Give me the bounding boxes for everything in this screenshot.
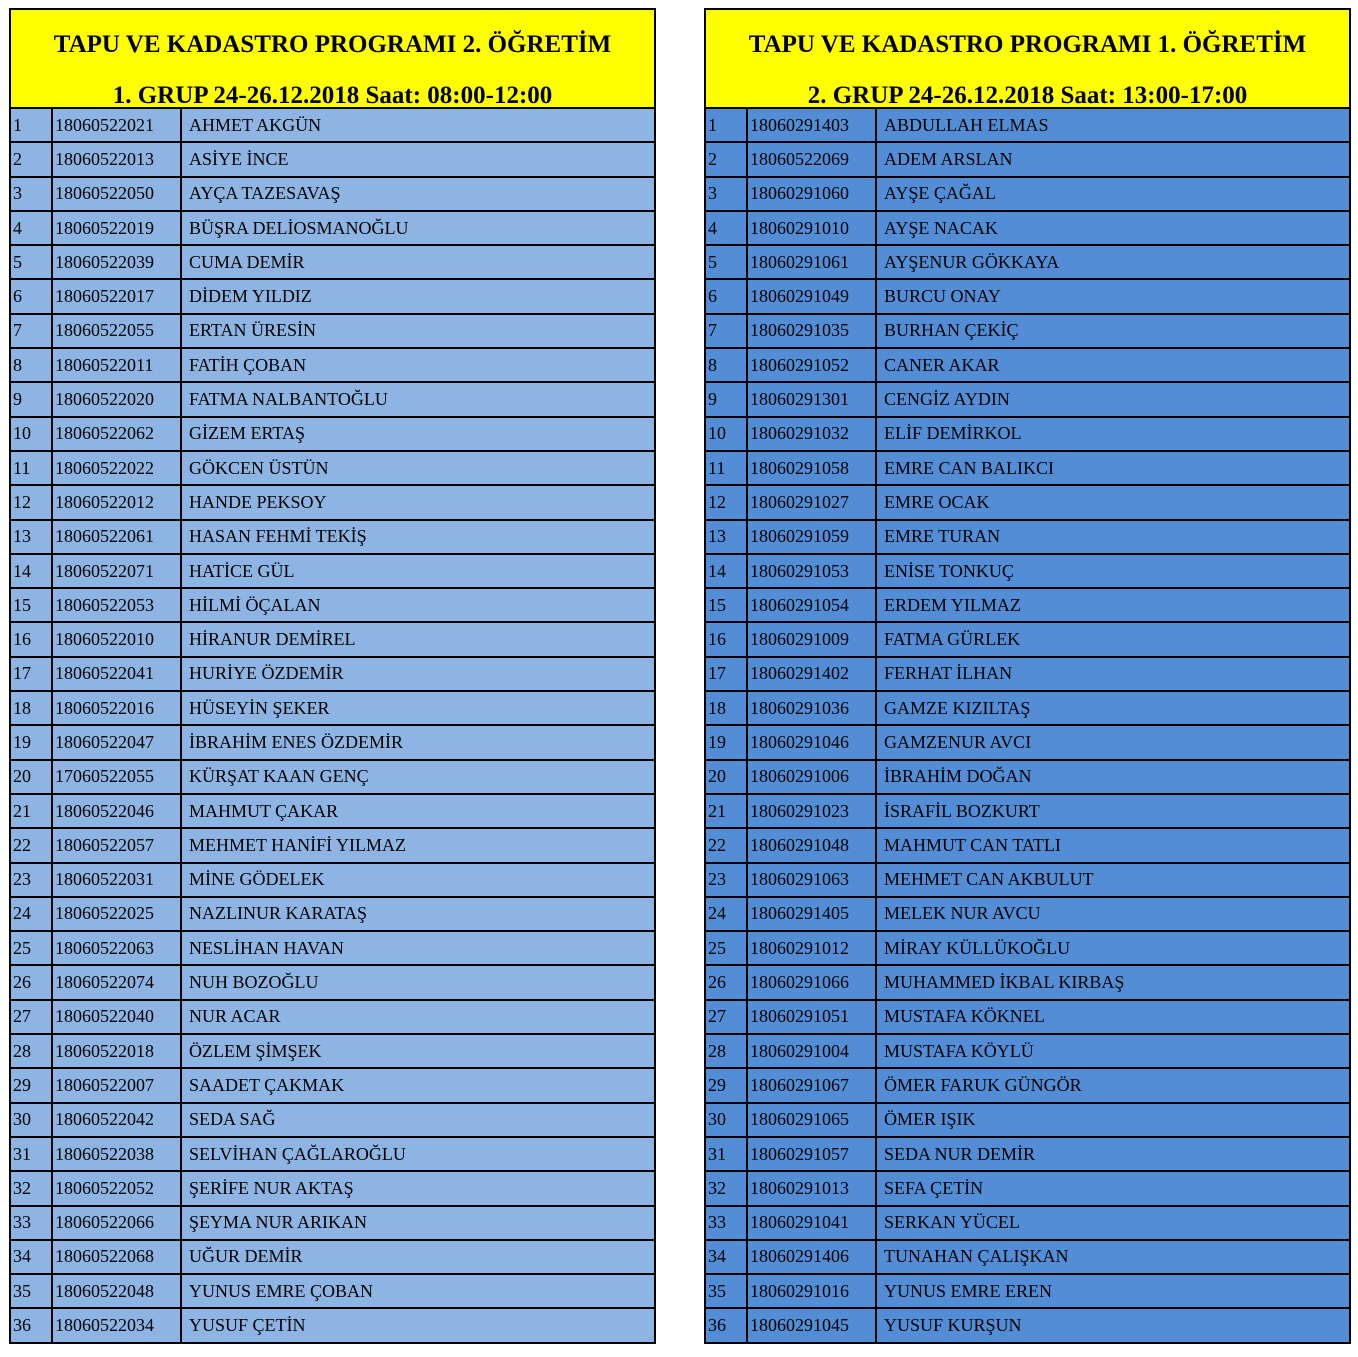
- table-row: [706, 485, 1349, 519]
- student-id: 18060522069: [747, 142, 876, 176]
- table-row: [11, 1308, 654, 1342]
- table-row: [11, 622, 654, 656]
- student-id: 18060291009: [747, 622, 876, 656]
- student-name: ELİF DEMİRKOL: [876, 417, 1349, 451]
- student-id: 18060522074: [52, 965, 181, 999]
- row-number: 13: [706, 520, 747, 554]
- row-number: 15: [706, 588, 747, 622]
- student-name: SEFA ÇETİN: [876, 1171, 1349, 1205]
- student-name: ABDULLAH ELMAS: [876, 109, 1349, 142]
- student-id: 18060522019: [52, 211, 181, 245]
- student-id: 18060291032: [747, 417, 876, 451]
- student-id: 18060291066: [747, 965, 876, 999]
- table-row: [11, 725, 654, 759]
- student-name: EMRE TURAN: [876, 520, 1349, 554]
- row-number: 32: [11, 1171, 52, 1205]
- table-row: [11, 1274, 654, 1308]
- student-name: ŞERİFE NUR AKTAŞ: [181, 1171, 654, 1205]
- table-row: [11, 520, 654, 554]
- student-id: 18060291046: [747, 725, 876, 759]
- student-name: NAZLINUR KARATAŞ: [181, 897, 654, 931]
- table-row: [706, 965, 1349, 999]
- student-id: 18060291053: [747, 554, 876, 588]
- table-row: [11, 1206, 654, 1240]
- row-number: 5: [706, 245, 747, 279]
- table-row: [11, 760, 654, 794]
- student-name: MİRAY KÜLLÜKOĞLU: [876, 931, 1349, 965]
- student-id: 18060522047: [52, 725, 181, 759]
- table-row: [706, 554, 1349, 588]
- student-id: 18060522053: [52, 588, 181, 622]
- student-id: 18060291004: [747, 1034, 876, 1068]
- row-number: 20: [706, 760, 747, 794]
- table-row: [11, 451, 654, 485]
- student-name: HASAN FEHMİ TEKİŞ: [181, 520, 654, 554]
- student-id: 18060522041: [52, 657, 181, 691]
- student-id: 18060522020: [52, 382, 181, 416]
- table-row: [706, 211, 1349, 245]
- row-number: 22: [706, 828, 747, 862]
- student-id: 18060522039: [52, 245, 181, 279]
- student-id: 18060291049: [747, 279, 876, 313]
- row-number: 36: [11, 1308, 52, 1342]
- student-name: ASİYE İNCE: [181, 142, 654, 176]
- table-row: [706, 622, 1349, 656]
- student-name: AYÇA TAZESAVAŞ: [181, 177, 654, 211]
- table-row: [11, 863, 654, 897]
- student-name: GİZEM ERTAŞ: [181, 417, 654, 451]
- left-title: TAPU VE KADASTRO PROGRAMI 2. ÖĞRETİM: [53, 31, 612, 58]
- student-name: HÜSEYİN ŞEKER: [181, 691, 654, 725]
- row-number: 9: [11, 382, 52, 416]
- table-row: [11, 657, 654, 691]
- table-row: [706, 725, 1349, 759]
- student-id: 18060291023: [747, 794, 876, 828]
- student-name: AHMET AKGÜN: [181, 109, 654, 142]
- row-number: 11: [706, 451, 747, 485]
- row-number: 24: [11, 897, 52, 931]
- student-id: 18060291058: [747, 451, 876, 485]
- row-number: 35: [706, 1274, 747, 1308]
- row-number: 18: [11, 691, 52, 725]
- student-name: FATİH ÇOBAN: [181, 348, 654, 382]
- student-name: BURCU ONAY: [876, 279, 1349, 313]
- row-number: 31: [706, 1137, 747, 1171]
- table-row: [11, 1137, 654, 1171]
- table-row: [706, 1068, 1349, 1102]
- row-number: 32: [706, 1171, 747, 1205]
- student-id: 18060291060: [747, 177, 876, 211]
- table-row: [706, 1171, 1349, 1205]
- student-name: MİNE GÖDELEK: [181, 863, 654, 897]
- student-name: İBRAHİM ENES ÖZDEMİR: [181, 725, 654, 759]
- table-row: [11, 931, 654, 965]
- student-name: HURİYE ÖZDEMİR: [181, 657, 654, 691]
- row-number: 21: [11, 794, 52, 828]
- student-id: 18060522017: [52, 279, 181, 313]
- row-number: 8: [11, 348, 52, 382]
- row-number: 36: [706, 1308, 747, 1342]
- student-id: 18060291036: [747, 691, 876, 725]
- row-number: 4: [706, 211, 747, 245]
- student-id: 18060291405: [747, 897, 876, 931]
- student-name: İBRAHİM DOĞAN: [876, 760, 1349, 794]
- row-number: 1: [11, 109, 52, 142]
- table-row: [706, 314, 1349, 348]
- student-id: 18060291402: [747, 657, 876, 691]
- table-row: [11, 691, 654, 725]
- table-row: [706, 142, 1349, 176]
- table-row: [706, 931, 1349, 965]
- student-id: 18060522063: [52, 931, 181, 965]
- student-name: NESLİHAN HAVAN: [181, 931, 654, 965]
- row-number: 29: [706, 1068, 747, 1102]
- table-row: [11, 554, 654, 588]
- table-row: [706, 863, 1349, 897]
- left-subtitle: 1. GRUP 24-26.12.2018 Saat: 08:00-12:00: [112, 82, 553, 109]
- student-id: 18060291057: [747, 1137, 876, 1171]
- student-name: HANDE PEKSOY: [181, 485, 654, 519]
- student-name: MUSTAFA KÖKNEL: [876, 1000, 1349, 1034]
- student-name: SELVİHAN ÇAĞLAROĞLU: [181, 1137, 654, 1171]
- table-row: [11, 348, 654, 382]
- student-name: CENGİZ AYDIN: [876, 382, 1349, 416]
- student-id: 18060522012: [52, 485, 181, 519]
- row-number: 23: [11, 863, 52, 897]
- student-name: EMRE OCAK: [876, 485, 1349, 519]
- table-row: [706, 1000, 1349, 1034]
- table-row: [11, 1240, 654, 1274]
- row-number: 14: [706, 554, 747, 588]
- student-name: HATİCE GÜL: [181, 554, 654, 588]
- student-id: 18060522025: [52, 897, 181, 931]
- student-name: SEDA SAĞ: [181, 1103, 654, 1137]
- left-group-table: [9, 8, 656, 1344]
- student-id: 18060522022: [52, 451, 181, 485]
- student-id: 18060522048: [52, 1274, 181, 1308]
- student-id: 18060522055: [52, 314, 181, 348]
- row-number: 18: [706, 691, 747, 725]
- table-row: [706, 1240, 1349, 1274]
- table-row: [11, 1103, 654, 1137]
- row-number: 23: [706, 863, 747, 897]
- table-row: [706, 348, 1349, 382]
- table-row: [706, 279, 1349, 313]
- table-row: [706, 177, 1349, 211]
- student-id: 18060291027: [747, 485, 876, 519]
- table-row: [706, 520, 1349, 554]
- row-number: 2: [11, 142, 52, 176]
- row-number: 7: [706, 314, 747, 348]
- row-number: 33: [706, 1206, 747, 1240]
- table-row: [11, 211, 654, 245]
- student-name: BURHAN ÇEKİÇ: [876, 314, 1349, 348]
- row-number: 20: [11, 760, 52, 794]
- student-id: 18060291016: [747, 1274, 876, 1308]
- right-group-table: [704, 8, 1351, 1344]
- student-name: KÜRŞAT KAAN GENÇ: [181, 760, 654, 794]
- student-name: YUSUF KURŞUN: [876, 1308, 1349, 1342]
- row-number: 30: [706, 1103, 747, 1137]
- student-name: HİLMİ ÖÇALAN: [181, 588, 654, 622]
- student-name: İSRAFİL BOZKURT: [876, 794, 1349, 828]
- row-number: 27: [11, 1000, 52, 1034]
- table-row: [706, 382, 1349, 416]
- row-number: 31: [11, 1137, 52, 1171]
- student-id: 18060522061: [52, 520, 181, 554]
- table-row: [11, 794, 654, 828]
- student-id: 18060522062: [52, 417, 181, 451]
- student-name: NUR ACAR: [181, 1000, 654, 1034]
- student-name: ÖZLEM ŞİMŞEK: [181, 1034, 654, 1068]
- student-name: ADEM ARSLAN: [876, 142, 1349, 176]
- student-name: TUNAHAN ÇALIŞKAN: [876, 1240, 1349, 1274]
- row-number: 22: [11, 828, 52, 862]
- student-id: 18060522050: [52, 177, 181, 211]
- student-id: 18060522013: [52, 142, 181, 176]
- right-header: [706, 8, 1349, 109]
- table-row: [706, 691, 1349, 725]
- student-id: 18060522010: [52, 622, 181, 656]
- table-row: [706, 588, 1349, 622]
- student-name: ŞEYMA NUR ARIKAN: [181, 1206, 654, 1240]
- table-row: [11, 897, 654, 931]
- row-number: 29: [11, 1068, 52, 1102]
- student-name: AYŞENUR GÖKKAYA: [876, 245, 1349, 279]
- row-number: 8: [706, 348, 747, 382]
- row-number: 1: [706, 109, 747, 142]
- table-row: [706, 245, 1349, 279]
- row-number: 30: [11, 1103, 52, 1137]
- student-name: MUSTAFA KÖYLÜ: [876, 1034, 1349, 1068]
- student-name: MEHMET CAN AKBULUT: [876, 863, 1349, 897]
- student-name: MELEK NUR AVCU: [876, 897, 1349, 931]
- student-name: GÖKCEN ÜSTÜN: [181, 451, 654, 485]
- table-row: [11, 1068, 654, 1102]
- table-row: [706, 828, 1349, 862]
- student-id: 18060522038: [52, 1137, 181, 1171]
- student-name: FATMA NALBANTOĞLU: [181, 382, 654, 416]
- table-row: [11, 588, 654, 622]
- left-header: [11, 8, 654, 109]
- row-number: 19: [11, 725, 52, 759]
- student-id: 18060291403: [747, 109, 876, 142]
- student-id: 18060291041: [747, 1206, 876, 1240]
- table-row: [11, 177, 654, 211]
- student-id: 18060522071: [52, 554, 181, 588]
- row-number: 21: [706, 794, 747, 828]
- student-name: ERDEM YILMAZ: [876, 588, 1349, 622]
- student-id: 18060291052: [747, 348, 876, 382]
- right-subtitle: 2. GRUP 24-26.12.2018 Saat: 13:00-17:00: [807, 82, 1248, 109]
- row-number: 9: [706, 382, 747, 416]
- table-row: [706, 760, 1349, 794]
- student-name: FERHAT İLHAN: [876, 657, 1349, 691]
- student-name: AYŞE ÇAĞAL: [876, 177, 1349, 211]
- left-student-list: [11, 109, 654, 1344]
- student-name: NUH BOZOĞLU: [181, 965, 654, 999]
- row-number: 16: [706, 622, 747, 656]
- table-row: [706, 1206, 1349, 1240]
- student-name: MAHMUT CAN TATLI: [876, 828, 1349, 862]
- row-number: 13: [11, 520, 52, 554]
- table-row: [11, 245, 654, 279]
- right-student-list: [706, 109, 1349, 1344]
- student-name: CUMA DEMİR: [181, 245, 654, 279]
- student-name: MAHMUT ÇAKAR: [181, 794, 654, 828]
- student-id: 18060522042: [52, 1103, 181, 1137]
- row-number: 6: [706, 279, 747, 313]
- row-number: 34: [706, 1240, 747, 1274]
- table-row: [706, 1034, 1349, 1068]
- table-row: [11, 314, 654, 348]
- student-name: ERTAN ÜRESİN: [181, 314, 654, 348]
- row-number: 4: [11, 211, 52, 245]
- table-row: [11, 1034, 654, 1068]
- table-row: [11, 142, 654, 176]
- row-number: 14: [11, 554, 52, 588]
- row-number: 34: [11, 1240, 52, 1274]
- table-row: [706, 451, 1349, 485]
- student-id: 18060522011: [52, 348, 181, 382]
- student-name: HİRANUR DEMİREL: [181, 622, 654, 656]
- student-name: YUNUS EMRE ÇOBAN: [181, 1274, 654, 1308]
- student-name: SEDA NUR DEMİR: [876, 1137, 1349, 1171]
- table-row: [706, 1274, 1349, 1308]
- row-number: 17: [706, 657, 747, 691]
- row-number: 6: [11, 279, 52, 313]
- student-name: ÖMER FARUK GÜNGÖR: [876, 1068, 1349, 1102]
- student-name: MUHAMMED İKBAL KIRBAŞ: [876, 965, 1349, 999]
- student-id: 18060291065: [747, 1103, 876, 1137]
- student-name: ENİSE TONKUÇ: [876, 554, 1349, 588]
- row-number: 2: [706, 142, 747, 176]
- student-id: 18060522016: [52, 691, 181, 725]
- student-id: 18060522040: [52, 1000, 181, 1034]
- row-number: 28: [706, 1034, 747, 1068]
- student-id: 18060291013: [747, 1171, 876, 1205]
- right-title: TAPU VE KADASTRO PROGRAMI 1. ÖĞRETİM: [748, 31, 1307, 58]
- table-row: [11, 1171, 654, 1205]
- table-row: [11, 1000, 654, 1034]
- student-name: YUNUS EMRE EREN: [876, 1274, 1349, 1308]
- table-row: [11, 382, 654, 416]
- row-number: 3: [11, 177, 52, 211]
- student-name: GAMZENUR AVCI: [876, 725, 1349, 759]
- student-id: 18060522007: [52, 1068, 181, 1102]
- student-name: AYŞE NACAK: [876, 211, 1349, 245]
- table-row: [11, 828, 654, 862]
- row-number: 10: [706, 417, 747, 451]
- student-id: 18060522021: [52, 109, 181, 142]
- table-row: [11, 965, 654, 999]
- student-id: 18060291045: [747, 1308, 876, 1342]
- student-id: 18060522046: [52, 794, 181, 828]
- row-number: 24: [706, 897, 747, 931]
- row-number: 19: [706, 725, 747, 759]
- table-row: [11, 279, 654, 313]
- row-number: 35: [11, 1274, 52, 1308]
- student-name: YUSUF ÇETİN: [181, 1308, 654, 1342]
- student-name: CANER AKAR: [876, 348, 1349, 382]
- student-name: BÜŞRA DELİOSMANOĞLU: [181, 211, 654, 245]
- student-id: 18060291059: [747, 520, 876, 554]
- student-name: MEHMET HANİFİ YILMAZ: [181, 828, 654, 862]
- row-number: 28: [11, 1034, 52, 1068]
- student-name: SERKAN YÜCEL: [876, 1206, 1349, 1240]
- row-number: 3: [706, 177, 747, 211]
- table-row: [706, 1308, 1349, 1342]
- table-row: [11, 485, 654, 519]
- student-id: 18060291067: [747, 1068, 876, 1102]
- student-name: ÖMER IŞIK: [876, 1103, 1349, 1137]
- table-row: [706, 109, 1349, 142]
- student-id: 18060522034: [52, 1308, 181, 1342]
- row-number: 11: [11, 451, 52, 485]
- student-id: 18060291063: [747, 863, 876, 897]
- table-row: [706, 1137, 1349, 1171]
- student-id: 18060522066: [52, 1206, 181, 1240]
- row-number: 26: [11, 965, 52, 999]
- row-number: 12: [11, 485, 52, 519]
- student-id: 18060291010: [747, 211, 876, 245]
- student-name: DİDEM YILDIZ: [181, 279, 654, 313]
- student-id: 18060291006: [747, 760, 876, 794]
- row-number: 15: [11, 588, 52, 622]
- student-id: 18060291012: [747, 931, 876, 965]
- student-id: 18060291301: [747, 382, 876, 416]
- student-name: UĞUR DEMİR: [181, 1240, 654, 1274]
- student-id: 18060522052: [52, 1171, 181, 1205]
- student-id: 18060522057: [52, 828, 181, 862]
- table-row: [706, 1103, 1349, 1137]
- table-row: [706, 657, 1349, 691]
- row-number: 26: [706, 965, 747, 999]
- row-number: 10: [11, 417, 52, 451]
- student-name: GAMZE KIZILTAŞ: [876, 691, 1349, 725]
- table-row: [706, 794, 1349, 828]
- row-number: 25: [706, 931, 747, 965]
- student-id: 18060291035: [747, 314, 876, 348]
- row-number: 27: [706, 1000, 747, 1034]
- student-name: SAADET ÇAKMAK: [181, 1068, 654, 1102]
- row-number: 17: [11, 657, 52, 691]
- student-id: 18060522018: [52, 1034, 181, 1068]
- row-number: 12: [706, 485, 747, 519]
- row-number: 25: [11, 931, 52, 965]
- student-name: FATMA GÜRLEK: [876, 622, 1349, 656]
- row-number: 16: [11, 622, 52, 656]
- student-id: 18060522068: [52, 1240, 181, 1274]
- table-row: [706, 417, 1349, 451]
- student-id: 18060291406: [747, 1240, 876, 1274]
- student-id: 18060291061: [747, 245, 876, 279]
- student-id: 18060291054: [747, 588, 876, 622]
- table-row: [11, 417, 654, 451]
- row-number: 7: [11, 314, 52, 348]
- student-id: 17060522055: [52, 760, 181, 794]
- row-number: 5: [11, 245, 52, 279]
- row-number: 33: [11, 1206, 52, 1240]
- student-name: EMRE CAN BALIKCI: [876, 451, 1349, 485]
- table-row: [11, 109, 654, 142]
- table-row: [706, 897, 1349, 931]
- student-id: 18060291051: [747, 1000, 876, 1034]
- student-id: 18060522031: [52, 863, 181, 897]
- student-id: 18060291048: [747, 828, 876, 862]
